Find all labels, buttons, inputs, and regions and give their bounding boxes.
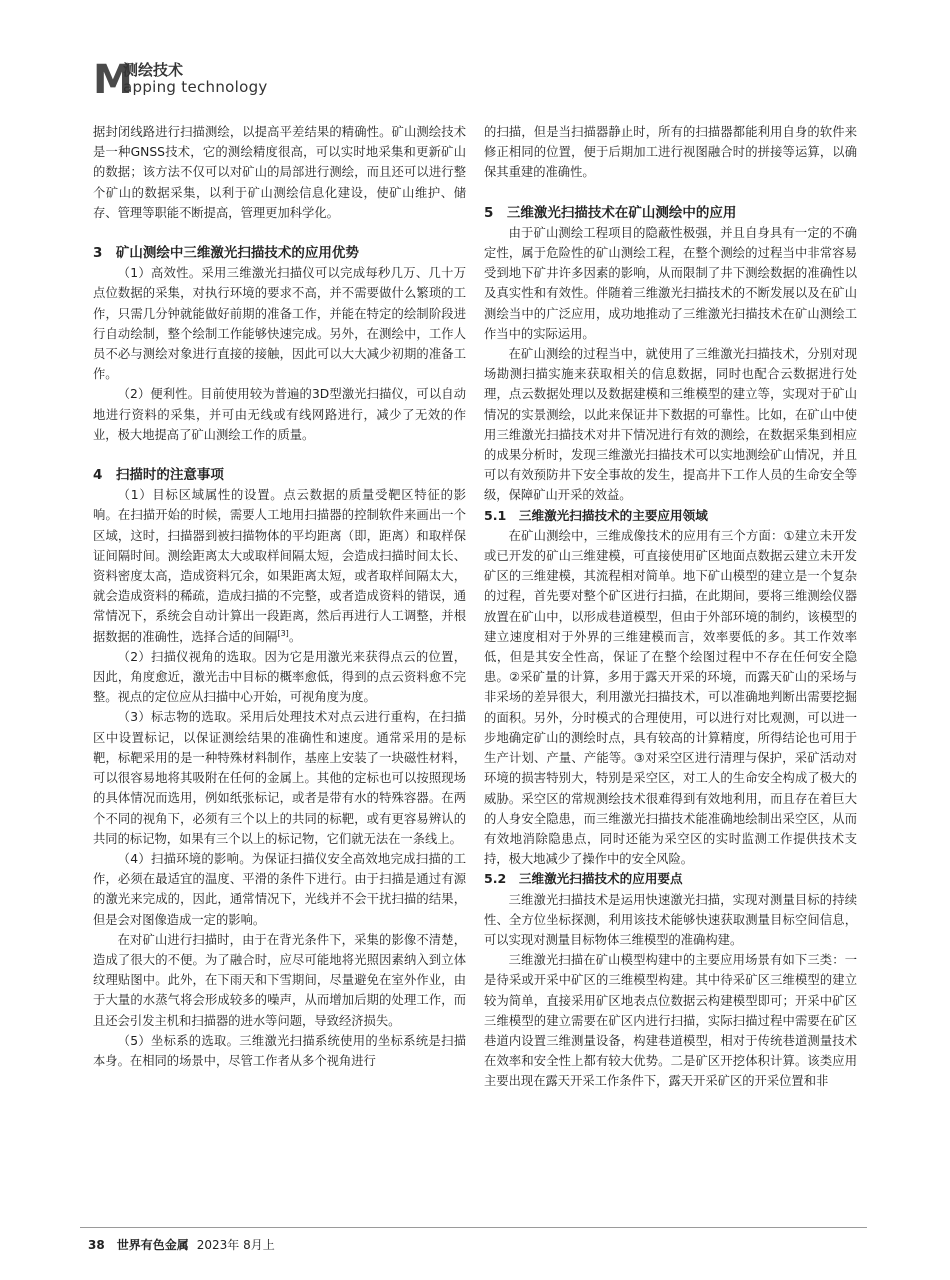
paragraph: （4）扫描环境的影响。为保证扫描仪安全高效地完成扫描的工作，必须在最适宜的温度、平滑的条件下进行。由于扫描是通过有源的激光来完成的，因此，通常情况下，光线并不会干扰扫描的结果，但是会对图像造成一定的影响。 (93, 851, 466, 927)
paragraph: 在矿山测绘的过程当中，就使用了三维激光扫描技术，分别对现场勘测扫描实施来获取相关的信息数据，同时也配合云数据进行处理，点云数据处理以及数据建模和三维模型的建立等，实现对于矿山情况的实景测绘，以此来保证井下数据的可靠性。比如，在矿山中使用三维激光扫描技术对井下情况进行有效的测绘，在数据采集到相应的成果分析时，发现三维激光扫描技术可以实地测绘矿山情况，并且可以有效预防井下安全事故的发生，提高井下工作人员的生命安全等级，保障矿山开采的效益。 (484, 347, 857, 503)
page-number: 38 (88, 1238, 105, 1252)
paragraph: （2）扫描仪视角的选取。因为它是用激光来获得点云的位置，因此，角度愈近，激光击中目标的概率愈低，得到的点云资料愈不完整。视点的定位应从扫描中心开始，可视角度为度。 (93, 649, 466, 705)
paragraph: 由于矿山测绘工程项目的隐蔽性极强，并且自身具有一定的不确定性，属于危险性的矿山测绘工程，在整个测绘的过程当中非常容易受到地下矿井许多因素的影响，从而限制了井下测绘数据的准确性以及真实性和有效性。伴随着三维激光扫描技术的不断发展以及在矿山测绘当中的广泛应用，成功地推动了三维激光扫描技术在矿山测绘工作当中的实际运用。 (484, 225, 857, 341)
section-heading-4: 4 扫描时的注意事项 (93, 467, 224, 484)
column-title-en: apping technology (123, 78, 268, 96)
paragraph: 三维激光扫描技术是运用快速激光扫描，实现对测量目标的持续性、全方位坐标探测，利用该技术能够快速获取测量目标空间信息，可以实现对测量目标物体三维模型的准确构建。 (484, 892, 857, 947)
column-title-cn: 测绘技术 (123, 61, 184, 79)
paragraph: 在矿山测绘中，三维成像技术的应用有三个方面：①建立未开发或已开发的矿山三维建模，可直接使用矿区地面点数据云建立未开发矿区的三维建模，其流程相对简单。地下矿山模型的建立是一个复杂的过程，首先要对整个矿区进行扫描，在此期间，要将三维测绘仪器放置在矿山中，以形成巷道模型，但由于外部环境的制约，该模型的建立速度相对于外界的三维建模而言，效率要低的多。其工作效率低，但是其安全性高，保证了在整个绘图过程中不存在任何安全隐患。②采矿量的计算，多用于露天开采的环境，而露天矿山的采场与非采场的差异很大，利用激光扫描技术，可以准确地判断出需要挖掘的面积。另外，分时模式的合理使用，可以进行对比观测，可以进一步地确定矿山的测绘时点，具有较高的计算精度，所得结论也可用于生产计划、产量、产能等。③对采空区进行清理与保护，采矿活动对环境的损害特别大，特别是采空区，对工人的生命安全构成了极大的威胁。采空区的常规测绘技术很难得到有效地利用，而且存在着巨大的人身安全隐患，而三维激光扫描技术能准确地绘制出采空区，从而有效地消除隐患点，同时还能为采空区的实时监测工作提供技术支持，极大地减少了操作中的安全风险。 (484, 528, 857, 867)
paragraph-end: 。 (288, 629, 302, 644)
paragraph: 在对矿山进行扫描时，由于在背光条件下，采集的影像不清楚，造成了很大的不便。为了融合时，应尽可能地将光照因素纳入到立体纹理贴图中。此外，在下雨天和下雪期间，尽量避免在室外作业，由于大量的水蒸气将会形成较多的噪声，从而增加后期的处理工作，而且还会引发主机和扫描器的进水等问题，导致经济损失。 (93, 932, 466, 1028)
subsection-heading-5-1: 5.1 三维激光扫描技术的主要应用领域 (484, 507, 708, 523)
paragraph: （5）坐标系的选取。三维激光扫描系统使用的坐标系统是扫描本身。在相同的场景中，尽管工作者从多个视角进行 (93, 1033, 466, 1068)
subsection-heading-5-2: 5.2 三维激光扫描技术的应用要点 (484, 871, 683, 887)
section-heading-5: 5 三维激光扫描技术在矿山测绘中的应用 (484, 204, 737, 221)
paragraph: （3）标志物的选取。采用后处理技术对点云进行重构，在扫描区中设置标记，以保证测绘结果的准确性和速度。通常采用的是标靶，标靶采用的是一种特殊材料制作，基座上安装了一块磁性材料，可以很容易地将其吸附在任何的金属上。其他的定标也可以按照现场的具体情况而选用，例如纸张标记，或者是带有水的特殊容器。在两个不同的视角下，必须有三个以上的共同的标靶，或有更容易辨认的共同的标记物，如果有三个以上的标记物，它们就无法在一条线上。 (93, 710, 466, 846)
page-footer (88, 1236, 275, 1253)
paragraph: （1）高效性。采用三维激光扫描仪可以完成每秒几万、几十万点位数据的采集，对执行环境的要求不高，并不需要做什么繁琐的工作，只需几分钟就能做好前期的准备工作，并能在特定的绘制阶段进行自动绘制，整个绘制工作能够快速完成。另外，在测绘中，工作人员不必与测绘对象进行直接的接触，因此可以大大减少初期的准备工作。 (93, 266, 466, 382)
paragraph: （2）便利性。目前使用较为普遍的3D型激光扫描仪，可以自动地进行资料的采集，并可由无线或有线网路进行，减少了无效的作业，极大地提高了矿山测绘工作的质量。 (93, 387, 466, 442)
left-column (93, 122, 466, 1071)
paragraph: 的扫描，但是当扫描器静止时，所有的扫描器都能利用自身的软件来修正相同的位置，便于后期加工进行视图融合时的拼接等运算，以确保其重建的准确性。 (484, 125, 857, 180)
paragraph (93, 485, 466, 647)
section-heading-3: 3 矿山测绘中三维激光扫描技术的应用优势 (93, 245, 359, 262)
paragraph-text: （1）目标区域属性的设置。点云数据的质量受靶区特征的影响。在扫描开始的时候，需要人工地用扫描器的控制软件来画出一个区域，这时，扫描器到被扫描物体的平均距离（即，距离）和取样保证间隔时间。测绘距离太大或取样间隔太短，会造成扫描时间太长、资料密度太高，造成资料冗余，如果距离太短，或者取样间隔太大，就会造成资料的稀疏，造成扫描的不完整，或者造成资料的错误，通常情况下，系统会自动计算出一段距离，然后再进行人工调整，并根据数据的准确性，选择合适的间隔 (93, 488, 466, 644)
journal-name: 世界有色金属 (116, 1238, 189, 1252)
issue-date: 2023年 8月上 (196, 1238, 275, 1252)
footer-divider (80, 1227, 867, 1228)
paragraph: 据封闭线路进行扫描测绘，以提高平差结果的精确性。矿山测绘技术是一种GNSS技术，它的测绘精度很高，可以实时地采集和更新矿山的数据；该方法不仅可以对矿山的局部进行测绘，而且还可以进行整个矿山的数据采集，以利于矿山测绘信息化建设，使矿山维护、储存、管理等职能不断提高，管理更加科学化。 (93, 125, 466, 220)
paragraph: 三维激光扫描在矿山模型构建中的主要应用场景有如下三类：一是待采或开采中矿区的三维模型构建。其中待采矿区三维模型的建立较为简单，直接采用矿区地表点位数据云构建模型即可；开采中矿区三维模型的建立需要在矿区内进行扫描，实际扫描过程中需要在矿区巷道内设置三维测量设备，构建巷道模型，相对于传统巷道测量技术在效率和安全性上都有较大优势。二是矿区开挖体积计算。该类应用主要出现在露天开采工作条件下，露天开采矿区的开采位置和非 (484, 953, 857, 1089)
citation-ref: [3] (277, 628, 289, 638)
logo-letter: M (93, 57, 133, 103)
right-column (484, 122, 857, 1092)
